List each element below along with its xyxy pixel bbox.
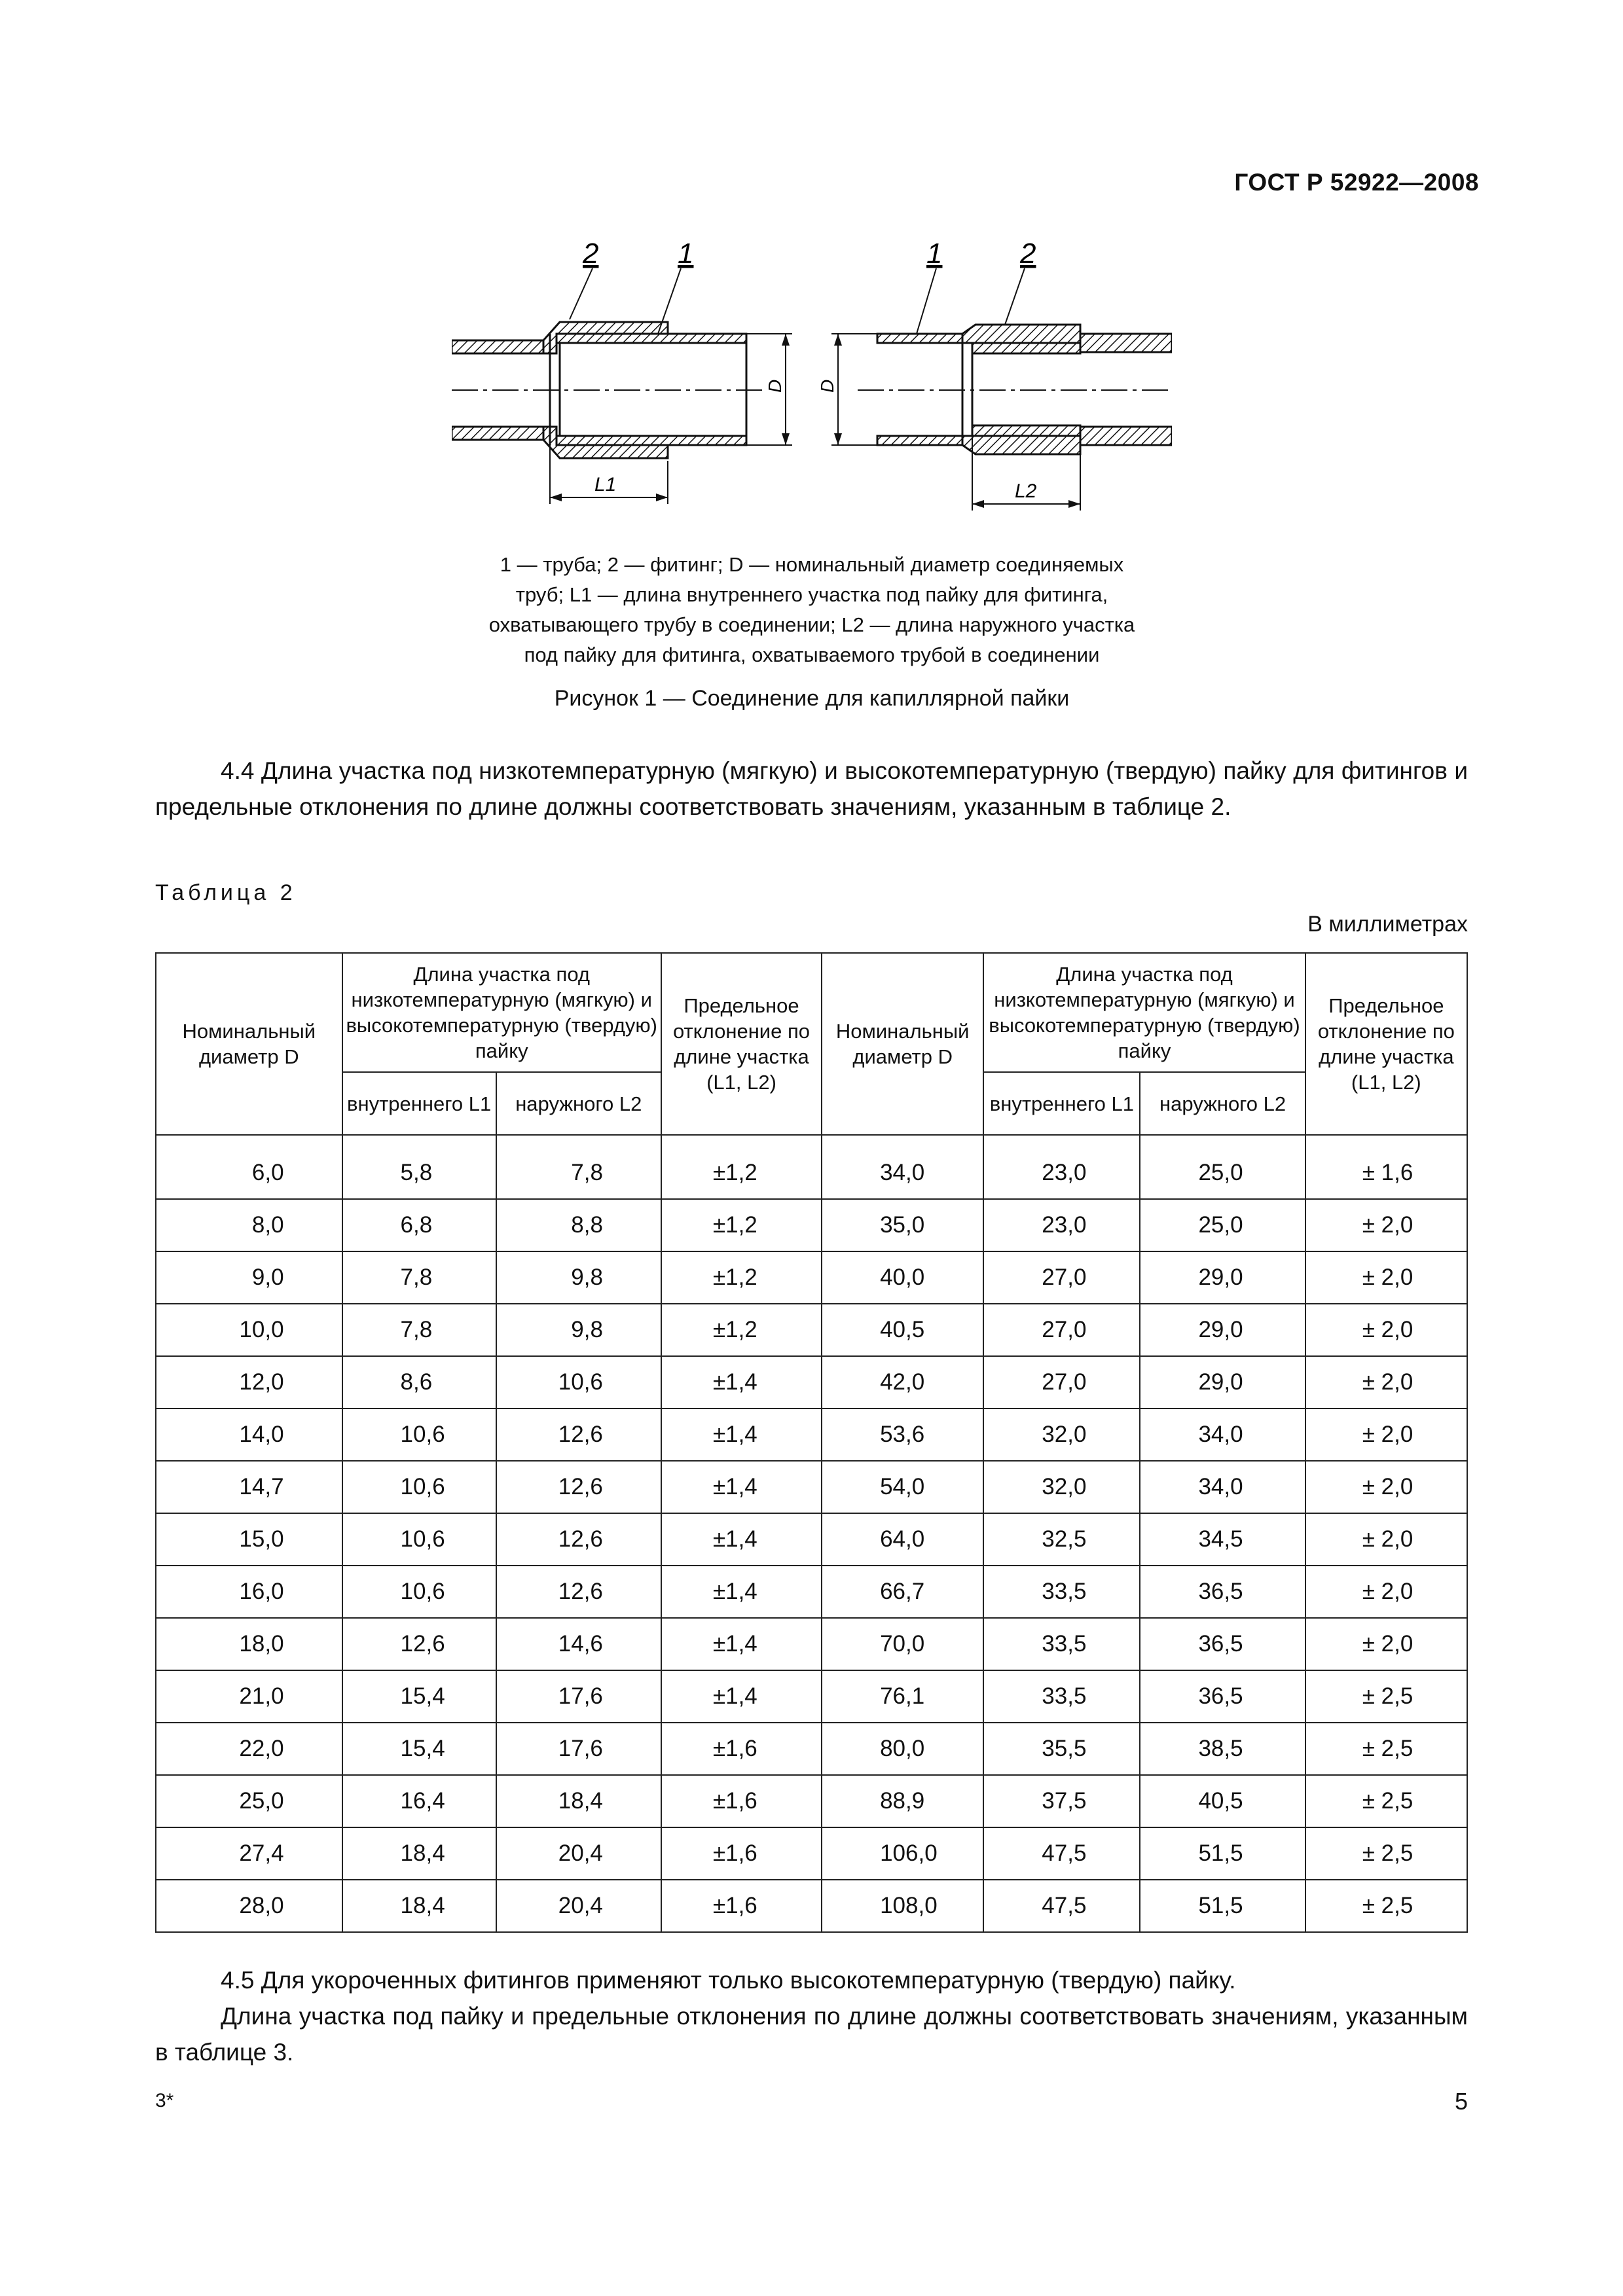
- left-joint-drawing: [452, 238, 792, 504]
- table-cell: 15,4: [342, 1670, 496, 1723]
- table-cell: 35,0: [822, 1199, 983, 1251]
- table-cell: 20,4: [496, 1880, 661, 1932]
- table-cell: 29,0: [1140, 1356, 1305, 1408]
- legend-line: труб; L1 — длина внутреннего участка под пайку для фитинга,: [515, 583, 1108, 606]
- table-cell: 23,0: [983, 1199, 1140, 1251]
- table-cell: 23,0: [983, 1147, 1140, 1199]
- table-row: [156, 1566, 1467, 1618]
- table-cell: 36,5: [1140, 1670, 1305, 1723]
- table-cell: 14,0: [156, 1408, 342, 1461]
- table-row: [156, 1147, 1467, 1199]
- figure-caption: Рисунок 1 — Соединение для капиллярной пайки: [554, 686, 1070, 711]
- paragraph-4-4: 4.4 Длина участка под низкотемпературную (мягкую) и высокотемпературную (твердую) пайку для фитингов и предельные отклонения по длине должны соответствовать значениям, указанным в таблице 2.: [155, 757, 1468, 820]
- table-cell: 9,8: [496, 1251, 661, 1304]
- table-cell: 7,8: [342, 1304, 496, 1356]
- header-outer: наружного L2: [496, 1072, 661, 1135]
- table-title: Таблица 2: [155, 880, 297, 905]
- dim-L1: L1: [594, 474, 617, 495]
- table-row: [156, 1251, 1467, 1304]
- table-cell: ± 2,5: [1305, 1775, 1467, 1827]
- left-label-pipe: 1: [678, 238, 694, 270]
- table-cell: 33,5: [983, 1618, 1140, 1670]
- table-cell: 18,4: [496, 1775, 661, 1827]
- figure-legend: [452, 550, 1172, 670]
- table-cell: 27,0: [983, 1304, 1140, 1356]
- table-row: [156, 1356, 1467, 1408]
- table-cell: 8,0: [156, 1199, 342, 1251]
- table-row: [156, 1670, 1467, 1723]
- table-cell: 51,5: [1140, 1827, 1305, 1880]
- table-cell: 34,5: [1140, 1513, 1305, 1566]
- table-row: [156, 1827, 1467, 1880]
- table-cell: 12,0: [156, 1356, 342, 1408]
- table-cell: 9,0: [156, 1251, 342, 1304]
- page-number: 5: [1454, 2088, 1468, 2115]
- table-cell: 8,8: [496, 1199, 661, 1251]
- table-cell: 36,5: [1140, 1566, 1305, 1618]
- table-body: [156, 1135, 1467, 1932]
- header-length-group-2: Длина участка под низкотемпературную (мягкую) и высокотемпературную (твердую) пайку: [983, 953, 1305, 1072]
- table-cell: 25,0: [1140, 1147, 1305, 1199]
- table-cell: 40,5: [1140, 1775, 1305, 1827]
- table-cell: ±1,4: [661, 1566, 822, 1618]
- table-cell: ± 2,0: [1305, 1566, 1467, 1618]
- table-cell: 42,0: [822, 1356, 983, 1408]
- table-cell: 22,0: [156, 1723, 342, 1775]
- right-joint-drawing: [817, 238, 1172, 511]
- dim-D-left: D: [765, 379, 785, 393]
- table-cell: 106,0: [822, 1827, 983, 1880]
- table-cell: 7,8: [342, 1251, 496, 1304]
- table-cell: 16,4: [342, 1775, 496, 1827]
- footer-sheet-mark: 3*: [155, 2090, 174, 2111]
- table-cell: 15,0: [156, 1513, 342, 1566]
- table-cell: ± 2,0: [1305, 1199, 1467, 1251]
- table-cell: 29,0: [1140, 1304, 1305, 1356]
- table-row: [156, 1513, 1467, 1566]
- dim-D-right: D: [817, 379, 837, 393]
- table-cell: ±1,2: [661, 1304, 822, 1356]
- right-label-fitting: 2: [1020, 238, 1036, 270]
- table-cell: 20,4: [496, 1827, 661, 1880]
- table-cell: ±1,4: [661, 1618, 822, 1670]
- header-inner: внутреннего L1: [342, 1072, 496, 1135]
- table-cell: 28,0: [156, 1880, 342, 1932]
- header-nominal-diameter-2: Номинальный диаметр D: [822, 953, 983, 1135]
- table-cell: 21,0: [156, 1670, 342, 1723]
- table-cell: ± 2,5: [1305, 1827, 1467, 1880]
- table-row: [156, 1880, 1467, 1932]
- table-cell: ±1,4: [661, 1513, 822, 1566]
- table-cell: 27,0: [983, 1251, 1140, 1304]
- table-cell: ±1,4: [661, 1670, 822, 1723]
- header-nominal-diameter: Номинальный диаметр D: [156, 953, 342, 1135]
- table-cell: ±1,4: [661, 1408, 822, 1461]
- table-cell: 12,6: [496, 1408, 661, 1461]
- table-cell: 10,6: [342, 1566, 496, 1618]
- table-cell: ± 2,0: [1305, 1461, 1467, 1513]
- table-cell: 18,4: [342, 1827, 496, 1880]
- table-cell: 34,0: [1140, 1461, 1305, 1513]
- table-cell: 36,5: [1140, 1618, 1305, 1670]
- table-cell: 27,0: [983, 1356, 1140, 1408]
- table-cell: ± 2,0: [1305, 1513, 1467, 1566]
- table-cell: 53,6: [822, 1408, 983, 1461]
- document-header: ГОСТ Р 52922—2008: [1234, 169, 1479, 196]
- table-row: [156, 1461, 1467, 1513]
- legend-line: 1 — труба; 2 — фитинг; D — номинальный диаметр соединяемых: [500, 553, 1124, 576]
- table-cell: 17,6: [496, 1723, 661, 1775]
- table-cell: ± 2,0: [1305, 1251, 1467, 1304]
- table-cell: ±1,2: [661, 1251, 822, 1304]
- table-cell: 70,0: [822, 1618, 983, 1670]
- table-cell: 40,5: [822, 1304, 983, 1356]
- table-cell: ±1,6: [661, 1775, 822, 1827]
- table-row: [156, 1199, 1467, 1251]
- table-units: В миллиметрах: [1307, 912, 1468, 937]
- table-cell: 34,0: [1140, 1408, 1305, 1461]
- table-cell: ± 2,0: [1305, 1618, 1467, 1670]
- table-cell: 14,7: [156, 1461, 342, 1513]
- table-cell: 17,6: [496, 1670, 661, 1723]
- table-cell: 38,5: [1140, 1723, 1305, 1775]
- table-cell: ±1,6: [661, 1827, 822, 1880]
- table-cell: 51,5: [1140, 1880, 1305, 1932]
- table-cell: 25,0: [156, 1775, 342, 1827]
- table-2: [155, 952, 1468, 1933]
- table-cell: 32,0: [983, 1461, 1140, 1513]
- table-cell: 25,0: [1140, 1199, 1305, 1251]
- table-cell: 108,0: [822, 1880, 983, 1932]
- table-cell: ± 2,0: [1305, 1356, 1467, 1408]
- table-cell: 64,0: [822, 1513, 983, 1566]
- table-cell: ± 1,6: [1305, 1147, 1467, 1199]
- table-row: [156, 1408, 1467, 1461]
- table-cell: 5,8: [342, 1147, 496, 1199]
- table-cell: 15,4: [342, 1723, 496, 1775]
- table-cell: 33,5: [983, 1670, 1140, 1723]
- header-outer-2: наружного L2: [1140, 1072, 1305, 1135]
- table-cell: 12,6: [496, 1566, 661, 1618]
- table-cell: 18,0: [156, 1618, 342, 1670]
- paragraph-4-5-continued: Длина участка под пайку и предельные отклонения по длине должны соответствовать значениям, указанным в таблице 3.: [155, 2003, 1468, 2066]
- table-cell: 32,5: [983, 1513, 1140, 1566]
- table-cell: 80,0: [822, 1723, 983, 1775]
- table-cell: 47,5: [983, 1880, 1140, 1932]
- table-cell: 18,4: [342, 1880, 496, 1932]
- table-cell: 47,5: [983, 1827, 1140, 1880]
- table-cell: 8,6: [342, 1356, 496, 1408]
- table-cell: 29,0: [1140, 1251, 1305, 1304]
- table-cell: 7,8: [496, 1147, 661, 1199]
- table-cell: 10,0: [156, 1304, 342, 1356]
- table-cell: ±1,4: [661, 1356, 822, 1408]
- left-label-fitting: 2: [583, 238, 599, 270]
- table-cell: 9,8: [496, 1304, 661, 1356]
- table-cell: 16,0: [156, 1566, 342, 1618]
- table-cell: 76,1: [822, 1670, 983, 1723]
- table-cell: 40,0: [822, 1251, 983, 1304]
- table-cell: ±1,2: [661, 1199, 822, 1251]
- table-row: [156, 1723, 1467, 1775]
- table-cell: ± 2,5: [1305, 1670, 1467, 1723]
- table-cell: 88,9: [822, 1775, 983, 1827]
- header-length-group: Длина участка под низкотемпературную (мягкую) и высокотемпературную (твердую) пайку: [342, 953, 661, 1072]
- table-cell: ± 2,5: [1305, 1723, 1467, 1775]
- table-cell: 10,6: [342, 1461, 496, 1513]
- header-inner-2: внутреннего L1: [983, 1072, 1140, 1135]
- table-row: [156, 1775, 1467, 1827]
- table-cell: 14,6: [496, 1618, 661, 1670]
- table-cell: 33,5: [983, 1566, 1140, 1618]
- table-cell: ± 2,0: [1305, 1304, 1467, 1356]
- paragraph-4-5: 4.5 Для укороченных фитингов применяют только высокотемпературную (твердую) пайку.: [221, 1967, 1236, 1994]
- table-cell: 54,0: [822, 1461, 983, 1513]
- header-deviation-2: Предельное отклонение по длине участка (L1, L2): [1305, 953, 1467, 1135]
- table-cell: ± 2,5: [1305, 1880, 1467, 1932]
- table-cell: ±1,6: [661, 1723, 822, 1775]
- table-cell: 35,5: [983, 1723, 1140, 1775]
- table-cell: 10,6: [496, 1356, 661, 1408]
- legend-line: под пайку для фитинга, охватываемого трубой в соединении: [524, 643, 1100, 666]
- legend-line: охватывающего трубу в соединении; L2 — длина наружного участка: [488, 613, 1135, 636]
- table-cell: 6,8: [342, 1199, 496, 1251]
- table-cell: 10,6: [342, 1513, 496, 1566]
- table-cell: 12,6: [342, 1618, 496, 1670]
- table-cell: 6,0: [156, 1147, 342, 1199]
- table-cell: 12,6: [496, 1461, 661, 1513]
- table-cell: ±1,6: [661, 1880, 822, 1932]
- table-cell: 10,6: [342, 1408, 496, 1461]
- table-row: [156, 1304, 1467, 1356]
- table-cell: 66,7: [822, 1566, 983, 1618]
- table-cell: 37,5: [983, 1775, 1140, 1827]
- figure-capillary-joint: [452, 236, 1172, 524]
- table-cell: ±1,2: [661, 1147, 822, 1199]
- table-cell: 32,0: [983, 1408, 1140, 1461]
- table-cell: 34,0: [822, 1147, 983, 1199]
- table-cell: 12,6: [496, 1513, 661, 1566]
- header-deviation: Предельное отклонение по длине участка (L1, L2): [661, 953, 822, 1135]
- table-row: [156, 1618, 1467, 1670]
- table-cell: 27,4: [156, 1827, 342, 1880]
- right-label-pipe: 1: [926, 238, 943, 270]
- table-cell: ± 2,0: [1305, 1408, 1467, 1461]
- table-cell: ±1,4: [661, 1461, 822, 1513]
- dim-L2: L2: [1015, 480, 1037, 502]
